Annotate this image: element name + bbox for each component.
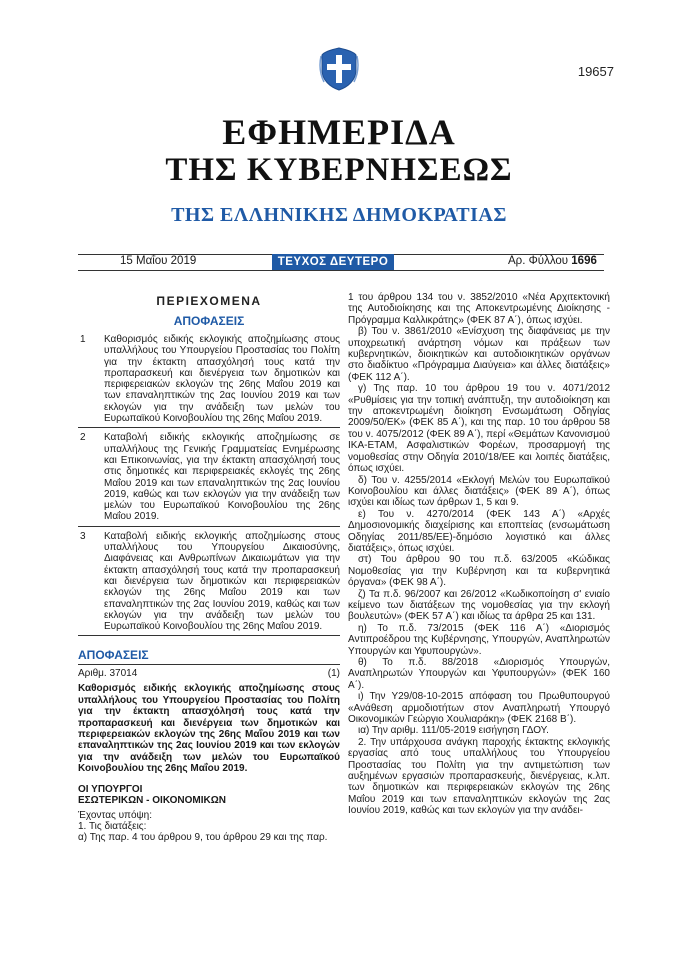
page-number: 19657: [577, 64, 614, 79]
body-paragraph: β) Του ν. 3861/2010 «Ενίσχυση της διαφάνειας με την υποχρεωτική ανάρτηση νόμων και πράξεων των κυβερνητικών, διοικητικών και αυτοδιοικητικών οργάνων στο διαδίκτυο «Πρόγραμμα Διαύγεια» και άλλες διατάξεις» (ΦΕΚ 112 Α΄).: [348, 326, 610, 383]
considering-text: Έχοντας υπόψη:: [78, 809, 152, 821]
decision-number: Αριθμ. 37014: [78, 668, 138, 680]
sheet-label: Αρ. Φύλλου: [508, 255, 569, 267]
right-column: [348, 292, 610, 817]
issue-series-badge: ΤΕΥΧΟΣ ΔΕΥΤΕΡΟ: [272, 254, 394, 270]
body-paragraph: γ) Της παρ. 10 του άρθρου 19 του ν. 4071/2012 «Ρυθμίσεις για την τοπική ανάπτυξη, την αυτοδιοίκηση και την αποκεντρωμένη διοίκηση Ενσωμάτωση Οδηγίας 2009/50/ΕΚ» (ΦΕΚ 85 Α΄), και της παρ. 10 του άρθρου 58 του ν. 4075/2012 (ΦΕΚ 89 Α΄), περί «Θεμάτων Κανονισμού ΙΚΑ-ΕΤΑΜ, Ασφαλιστικών Φορέων, προσαρμογή της νομοθεσίας στην Οδηγία 2010/18/ΕΕ και λοιπές διατάξεις, όπως ισχύει.: [348, 383, 610, 475]
body-paragraph: ια) Την αριθμ. 111/05-2019 εισήγηση ΓΔΟΥ.: [358, 725, 549, 737]
decision-index: (1): [327, 668, 340, 680]
ministers-heading: [78, 784, 340, 807]
toc-item-number: 3: [80, 530, 86, 542]
decision-title: Καθορισμός ειδικής εκλογικής αποζημίωσης στους υπαλλήλους του Υπουργείου Προστασίας του Πολίτη για την έκτακτη απασχόλησή τους κατά την προπαρασκευή και διενέργεια των δημοτικών και περιφερειακών εκλογών της 26ης Μαΐου 2019 και των επαναληπτικών της 2ας Ιουνίου 2019 και των εκλογών για την ανάδειξη των μελών του Ευρωπαϊκού Κοινοβουλίου της 26ης Μαΐου 2019.: [78, 683, 340, 775]
body-paragraph: στ) Του άρθρου 90 του π.δ. 63/2005 «Κώδικας Νομοθεσίας για την Κυβέρνηση και τα κυβερνητικά όργανα» (ΦΕΚ 98 Α΄).: [348, 554, 610, 589]
body-paragraph: ζ) Τα π.δ. 96/2007 και 26/2012 «Κωδικοποίηση σ' ενιαίο κείμενο των διατάξεων της νομοθεσίας για την εκλογή βουλευτών» (ΦΕΚ 57 Α΄) και ιδίως τα άρθρα 25 και 131.: [348, 588, 610, 623]
contents-section-heading: ΑΠΟΦΑΣΕΙΣ: [173, 314, 245, 328]
sheet-number: [508, 255, 597, 267]
masthead-republic: ΤΗΣ ΕΛΛΗΝΙΚΗΣ ΔΗΜΟΚΡΑΤΙΑΣ: [171, 204, 507, 226]
body-paragraph: η) Το π.δ. 73/2015 (ΦΕΚ 116 Α΄) «Διορισμός Αντιπροέδρου της Κυβέρνησης, Υπουργών, Αναπληρωτών Υπουργών και Υφυπουργών».: [348, 622, 610, 657]
sheet-number-value: 1696: [571, 255, 597, 267]
toc-item-number: 1: [80, 334, 86, 345]
issue-rule-bottom: [78, 270, 604, 271]
decisions-section-heading: ΑΠΟΦΑΣΕΙΣ: [78, 648, 149, 663]
ministers-line-1: ΟΙ ΥΠΟΥΡΓΟΙ: [78, 783, 143, 795]
masthead-title: ΕΦΗΜΕΡΙΔΑ: [222, 112, 456, 152]
toc-item[interactable]: [78, 428, 340, 526]
body-paragraph: ι) Την Υ29/08-10-2015 απόφαση του Πρωθυπουργού «Ανάθεση αρμοδιοτήτων στον Αναπληρωτή Υπουργό Οικονομικών Γεώργιο Χουλιαράκη» (ΦΕΚ 2168 Β΄).: [348, 691, 610, 726]
body-paragraph: 1 του άρθρου 134 του ν. 3852/2010 «Νέα Αρχιτεκτονική της Αυτοδιοίκησης και της Αποκεντρωμένης Διοίκησης - Πρόγραμμα Καλλικράτης» (ΦΕΚ 87 Α΄), όπως ισχύει.: [348, 292, 610, 326]
toc-item[interactable]: [78, 330, 340, 428]
masthead-subtitle: ΤΗΣ ΚΥΒΕΡΝΗΣΕΩΣ: [165, 152, 513, 188]
paragraph-a: α) Της παρ. 4 του άρθρου 9, του άρθρου 29 και της παρ.: [78, 832, 328, 844]
toc-item-text: Καθορισμός ειδικής εκλογικής αποζημίωσης στους υπαλλήλους του Υπουργείου Προστασίας του Πολίτη για την έκτακτη απασχόλησή τους κατά την προπαρασκευή και διενέργεια των δημοτικών και περιφερειακών εκλογών της 26ης Μαΐου 2019 και των επαναληπτικών της 2ας Ιουνίου 2019 και των εκλογών για την ανάδειξη των μελών του Ευρωπαϊκού Κοινοβουλίου της 26ης Μαΐου 2019.: [104, 334, 340, 425]
decision-number-line: [78, 664, 340, 681]
toc-item-number: 2: [80, 432, 86, 444]
toc-item-text: Καταβολή ειδικής εκλογικής αποζημίωσης σε υπαλλήλους της Γενικής Γραμματείας Ενημέρωσης και Επικοινωνίας, για την έκτακτη απασχόλησή τους στις δημοτικές και περιφερειακές εκλογές της 26ης Μαΐου 2019 και των επαναληπτικών της 2ας Ιουνίου 2019, καθώς και των εκλογών για την ανάδειξη των μελών του Ευρωπαϊκού Κοινοβουλίου της 26ης Μαΐου 2019.: [104, 432, 340, 523]
toc-item-text: Καταβολή ειδικής εκλογικής αποζημίωσης στους υπαλλήλους του Υπουργείου Δικαιοσύνης, Διαφάνειας και Ανθρωπίνων Δικαιωμάτων για την έκτακτη απασχόλησή τους κατά την προπαρασκευή και διενέργεια των δημοτικών και περιφερειακών εκλογών της 26ης Μαΐου 2019 και των επαναληπτικών της 2ας Ιουνίου 2019, καθώς και των εκλογών για την ανάδειξη των μελών του Ευρωπαϊκού Κοινοβουλίου της 26ης Μαΐου 2019.: [104, 530, 340, 633]
provisions-text: 1. Τις διατάξεις:: [78, 821, 147, 833]
left-column: [78, 292, 340, 844]
body-paragraph: 2. Την υπάρχουσα ανάγκη παροχής έκτακτης εκλογικής εργασίας από τους υπαλλήλους του Υπουργείου Προστασίας του Πολίτη για την αντιμετώπιση των αυξημένων εργασιών προπαρασκευής, διενέργειας, κ.λπ. των δημοτικών και περιφερειακών εκλογών της 26ης Μαΐου 2019 και των επαναληπτικών εκλογών της 2ας Ιουνίου 2019, καθώς και των εκλογών για την ανάδει-: [348, 736, 610, 817]
ministers-line-2: ΕΣΩΤΕΡΙΚΩΝ - ΟΙΚΟΝΟΜΙΚΩΝ: [78, 795, 226, 807]
body-paragraph: θ) Το π.δ. 88/2018 «Διορισμός Υπουργών, Αναπληρωτών Υπουργών και Υφυπουργών» (ΦΕΚ 160 Α΄).: [348, 657, 610, 691]
contents-title: ΠΕΡΙΕΧΟΜΕΝΑ: [156, 294, 262, 308]
body-paragraph: δ) Του ν. 4255/2014 «Εκλογή Μελών του Ευρωπαϊκού Κοινοβουλίου και άλλες διατάξεις» (ΦΕΚ 89 Α΄), όπως ισχύει και ιδίως των άρθρων 1, 5 και 9.: [348, 474, 610, 509]
greek-coat-of-arms-icon: [318, 46, 360, 92]
issue-date: 15 Μαΐου 2019: [120, 255, 197, 267]
toc-item[interactable]: [78, 527, 340, 637]
body-paragraph: ε) Του ν. 4270/2014 (ΦΕΚ 143 Α΄) «Αρχές Δημοσιονομικής διαχείρισης και εποπτείας (ενσωμάτωση Οδηγίας 2011/85/ΕΕ)-δημόσιο λογιστικό και άλλες διατάξεις», όπως ισχύει.: [348, 508, 610, 554]
